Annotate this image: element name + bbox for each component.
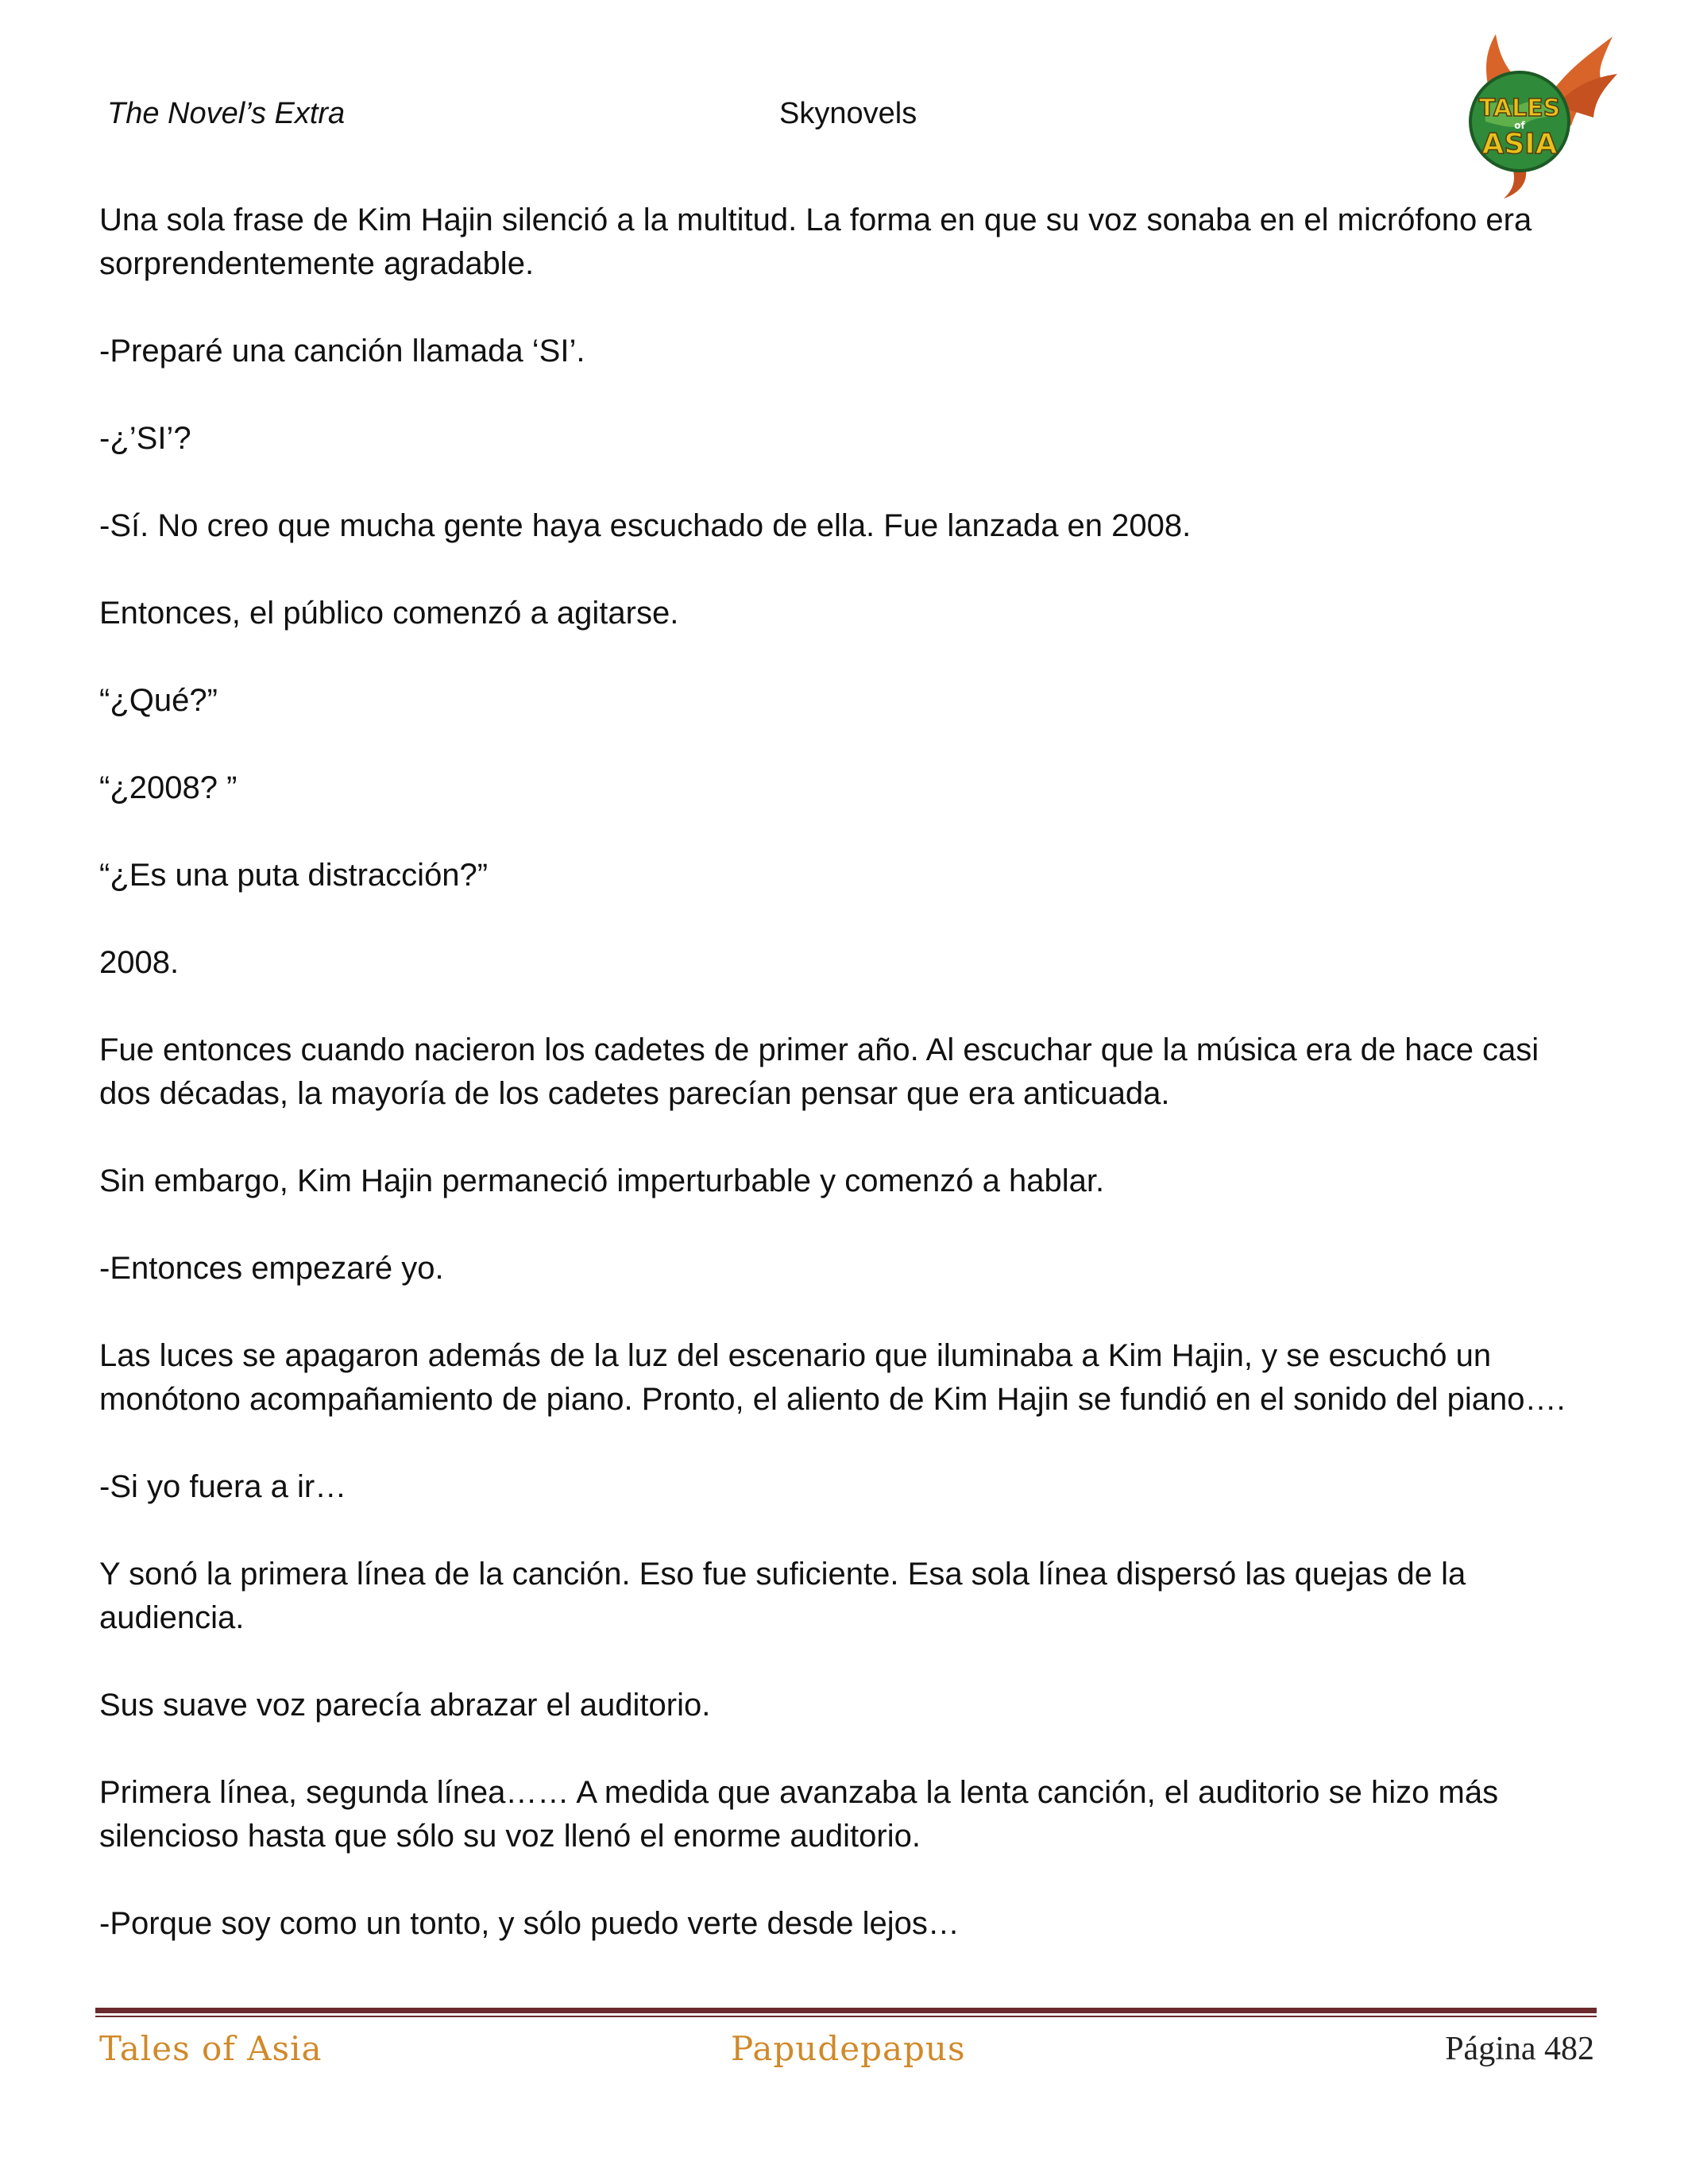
paragraph: Entonces, el público comenzó a agitarse. (99, 596, 679, 631)
paragraph: -Porque soy como un tonto, y sólo puedo verte desde lejos… (99, 1906, 960, 1941)
paragraph: Sus suave voz parecía abrazar el auditorio. (99, 1688, 711, 1723)
paragraph: -Preparé una canción llamada ‘SI’. (99, 334, 585, 369)
page-number: Página 482 (1445, 2031, 1594, 2067)
paragraph: -¿’SI’? (99, 421, 191, 456)
chapter-body (99, 199, 1593, 1989)
logo-line1: TALES (1478, 95, 1561, 122)
paragraph: Sin embargo, Kim Hajin permaneció imperturbable y comenzó a hablar. (99, 1163, 1105, 1198)
paragraph: -Entonces empezaré yo. (99, 1251, 444, 1286)
tales-of-asia-logo-icon (1436, 30, 1619, 201)
paragraph: Fue entonces cuando nacieron los cadetes de primer año. Al escuchar que la música era de hace casi dos décadas, la mayoría de los cadetes parecían pensar que era anticuada. (99, 1032, 1539, 1111)
header-book-title: The Novel’s Extra (107, 97, 346, 130)
paragraph: “¿Qué?” (99, 683, 218, 718)
footer-divider (95, 2008, 1597, 2017)
paragraph: Primera línea, segunda línea…… A medida que avanzaba la lenta canción, el auditorio se hizo más silencioso hasta que sólo su voz llenó el enorme auditorio. (99, 1775, 1499, 1854)
paragraph: “¿2008? ” (99, 770, 238, 805)
footer-divider-thin (95, 2016, 1597, 2017)
footer-divider-thick (95, 2008, 1597, 2013)
logo-small: of (1514, 120, 1525, 131)
paragraph: Una sola frase de Kim Hajin silenció a la multitud. La forma en que su voz sonaba en el micrófono era sorprendentemente agradable. (99, 203, 1532, 281)
footer-translator-name: Papudepapus (731, 2029, 966, 2068)
paragraph: -Si yo fuera a ir… (99, 1469, 347, 1504)
footer-group-name: Tales of Asia (99, 2029, 323, 2068)
paragraph: “¿Es una puta distracción?” (99, 858, 489, 893)
paragraph: Y sonó la primera línea de la canción. Eso fue suficiente. Esa sola línea dispersó las quejas de la audiencia. (99, 1557, 1466, 1635)
paragraph: Las luces se apagaron además de la luz del escenario que iluminaba a Kim Hajin, y se escuchó un monótono acompañamiento de piano. Pronto, el aliento de Kim Hajin se fundió en el sonido del piano…. (99, 1338, 1566, 1417)
logo-line2: ASIA (1481, 128, 1558, 160)
paragraph: -Sí. No creo que mucha gente haya escuchado de ella. Fue lanzada en 2008. (99, 508, 1192, 543)
header-site-name: Skynovels (779, 97, 917, 130)
paragraph: 2008. (99, 945, 180, 980)
